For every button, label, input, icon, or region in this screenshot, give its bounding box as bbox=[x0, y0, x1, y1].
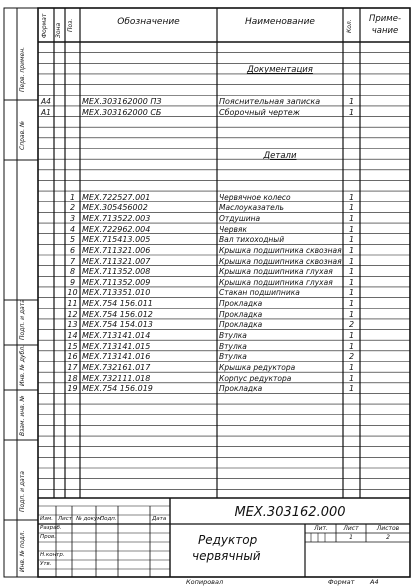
footer-format: Формат bbox=[328, 578, 355, 586]
detail-row-qty: 1 bbox=[348, 341, 355, 351]
tb-prov: Пров. bbox=[40, 534, 56, 540]
detail-row-name: Маслоуказатель bbox=[219, 203, 284, 213]
detail-row-pos: 7 bbox=[69, 256, 76, 266]
detail-row-qty: 1 bbox=[348, 299, 355, 309]
tb-col-izm: Изм. bbox=[40, 516, 53, 522]
detail-row-qty: 1 bbox=[348, 363, 355, 372]
footer-format-val: А4 bbox=[370, 578, 379, 586]
detail-row-name: Стакан подшипника bbox=[219, 288, 300, 298]
tb-listov-val: 2 bbox=[386, 534, 390, 541]
header-note: Приме- чание bbox=[368, 14, 402, 36]
header-pos: Поз. bbox=[67, 18, 74, 32]
detail-row-name: Крышка редуктора bbox=[219, 363, 296, 372]
detail-row-pos: 5 bbox=[69, 235, 76, 245]
detail-row-qty: 2 bbox=[348, 320, 355, 330]
side-sprav: Справ. № bbox=[19, 120, 26, 150]
detail-row-name: Вал тихоходный bbox=[219, 235, 285, 245]
section-details: Детали bbox=[263, 150, 297, 161]
detail-row-pos: 16 bbox=[67, 352, 78, 362]
detail-row-pos: 2 bbox=[69, 203, 76, 213]
tb-razrab: Разраб. bbox=[40, 525, 62, 531]
detail-row-qty: 1 bbox=[348, 331, 355, 341]
footer-copied: Копировал bbox=[186, 578, 224, 586]
detail-row-pos: 11 bbox=[67, 299, 78, 309]
detail-row-pos: 17 bbox=[67, 363, 78, 372]
detail-row-name: Втулка bbox=[219, 341, 247, 351]
detail-row-designation: МЕХ.715413.005 bbox=[82, 235, 151, 245]
tb-utv: Утв. bbox=[40, 561, 52, 567]
detail-row-name: Прокладка bbox=[219, 299, 263, 309]
detail-row-name: Червячное колесо bbox=[219, 192, 291, 202]
detail-row-qty: 1 bbox=[348, 384, 355, 394]
detail-row-designation: МЕХ.711321.007 bbox=[82, 256, 151, 266]
detail-row-qty: 1 bbox=[348, 267, 355, 277]
detail-row-name: Прокладка bbox=[219, 309, 263, 319]
detail-row-qty: 1 bbox=[348, 373, 355, 383]
detail-row-name: Втулка bbox=[219, 331, 247, 341]
detail-row-designation: МЕХ.722527.001 bbox=[82, 192, 151, 202]
detail-row-designation: МЕХ.754 154.013 bbox=[82, 320, 153, 330]
detail-row-pos: 18 bbox=[67, 373, 78, 383]
detail-row-qty: 1 bbox=[348, 277, 355, 287]
header-name: Наименование bbox=[245, 17, 315, 27]
detail-row-pos: 15 bbox=[67, 341, 78, 351]
detail-row-pos: 14 bbox=[67, 331, 78, 341]
detail-row-designation: МЕХ.713141.016 bbox=[82, 352, 151, 362]
detail-row-pos: 13 bbox=[67, 320, 78, 330]
tb-list-val: 1 bbox=[349, 534, 353, 541]
detail-row-designation: МЕХ.305456002 bbox=[82, 203, 148, 213]
tb-title-line2: червячный bbox=[192, 549, 261, 563]
tb-col-list: Лист bbox=[58, 516, 72, 522]
detail-row-qty: 1 bbox=[348, 256, 355, 266]
side-podp-data-2: Подп. и дата bbox=[19, 471, 26, 512]
detail-row-pos: 12 bbox=[67, 309, 78, 319]
detail-row-qty: 1 bbox=[348, 288, 355, 298]
detail-row-designation: МЕХ.754 156.011 bbox=[82, 299, 153, 309]
doc-row-format: А1 bbox=[41, 107, 51, 117]
detail-row-designation: МЕХ.713141.014 bbox=[82, 331, 151, 341]
side-podp-data-1: Подп. и дата bbox=[19, 299, 26, 340]
detail-row-designation: МЕХ.713522.003 bbox=[82, 213, 151, 223]
detail-row-qty: 1 bbox=[348, 224, 355, 234]
detail-row-pos: 8 bbox=[69, 267, 76, 277]
detail-row-designation: МЕХ.711352.009 bbox=[82, 277, 151, 287]
header-zone: Зона bbox=[55, 22, 62, 38]
detail-row-designation: МЕХ.732161.017 bbox=[82, 363, 151, 372]
detail-row-designation: МЕХ.711352.008 bbox=[82, 267, 151, 277]
detail-row-pos: 6 bbox=[69, 245, 76, 255]
detail-row-pos: 4 bbox=[69, 224, 76, 234]
side-inv-podl: Инв. № подл. bbox=[19, 530, 26, 572]
doc-row-designation: МЕХ.303162000 СБ bbox=[82, 107, 162, 117]
tb-listov: Листов bbox=[376, 525, 400, 532]
detail-row-qty: 1 bbox=[348, 213, 355, 223]
doc-row-format: А4 bbox=[41, 97, 51, 107]
tb-lit: Лит. bbox=[314, 525, 328, 532]
detail-row-pos: 10 bbox=[67, 288, 78, 298]
detail-row-qty: 1 bbox=[348, 192, 355, 202]
section-documentation: Документация bbox=[247, 65, 313, 76]
detail-row-designation: МЕХ.713351.010 bbox=[82, 288, 151, 298]
detail-row-name: Крышка подшипника глухая bbox=[219, 267, 333, 277]
detail-row-name: Втулка bbox=[219, 352, 247, 362]
header-designation: Обозначение bbox=[117, 17, 180, 27]
detail-row-qty: 1 bbox=[348, 245, 355, 255]
detail-row-qty: 1 bbox=[348, 235, 355, 245]
left-margin-strip bbox=[4, 8, 17, 577]
tb-col-ndokum: № докум. bbox=[76, 516, 104, 522]
doc-row-qty: 1 bbox=[348, 97, 355, 107]
tb-col-data: Дата bbox=[152, 516, 167, 522]
doc-row-designation: МЕХ.303162000 ПЗ bbox=[82, 97, 162, 107]
doc-row-name: Пояснительная записка bbox=[219, 97, 321, 107]
detail-row-designation: МЕХ.713141.015 bbox=[82, 341, 151, 351]
detail-row-name: Крышка подшипника сквозная bbox=[219, 256, 342, 266]
detail-row-pos: 9 bbox=[69, 277, 76, 287]
detail-row-qty: 2 bbox=[348, 352, 355, 362]
detail-row-name: Корпус редуктора bbox=[219, 373, 292, 383]
header-format: Формат bbox=[41, 13, 48, 38]
side-vzam-inv: Взам. инв. № bbox=[19, 395, 26, 436]
side-perv-primen: Перв. примен. bbox=[19, 46, 26, 92]
detail-row-pos: 19 bbox=[67, 384, 78, 394]
detail-row-designation: МЕХ.722962.004 bbox=[82, 224, 151, 234]
detail-row-name: Крышка подшипника глухая bbox=[219, 277, 333, 287]
detail-row-name: Червяк bbox=[219, 224, 247, 234]
doc-row-name: Сборочный чертеж bbox=[219, 107, 300, 117]
detail-row-designation: МЕХ.732111.018 bbox=[82, 373, 151, 383]
detail-row-qty: 1 bbox=[348, 203, 355, 213]
detail-row-designation: МЕХ.754 156.019 bbox=[82, 384, 153, 394]
detail-row-name: Прокладка bbox=[219, 384, 263, 394]
detail-row-designation: МЕХ.754 156.012 bbox=[82, 309, 153, 319]
detail-row-name: Отдушина bbox=[219, 213, 261, 223]
tb-list: Лист bbox=[343, 525, 359, 532]
header-qty: Кол. bbox=[346, 19, 353, 33]
tb-title-line1: Редуктор bbox=[198, 533, 258, 547]
tb-nkontr: Н.контр. bbox=[40, 552, 65, 558]
detail-row-pos: 1 bbox=[69, 192, 76, 202]
tb-col-podp: Подп. bbox=[100, 516, 117, 522]
detail-row-designation: МЕХ.711321.006 bbox=[82, 245, 151, 255]
detail-row-pos: 3 bbox=[69, 213, 76, 223]
doc-row-qty: 1 bbox=[348, 107, 355, 117]
detail-row-name: Прокладка bbox=[219, 320, 263, 330]
tb-doc-code: МЕХ.303162.000 bbox=[234, 505, 346, 520]
detail-row-qty: 1 bbox=[348, 309, 355, 319]
side-inv-dubl: Инв. № дубл. bbox=[19, 344, 26, 386]
detail-row-name: Крышка подшипника сквозная bbox=[219, 245, 342, 255]
